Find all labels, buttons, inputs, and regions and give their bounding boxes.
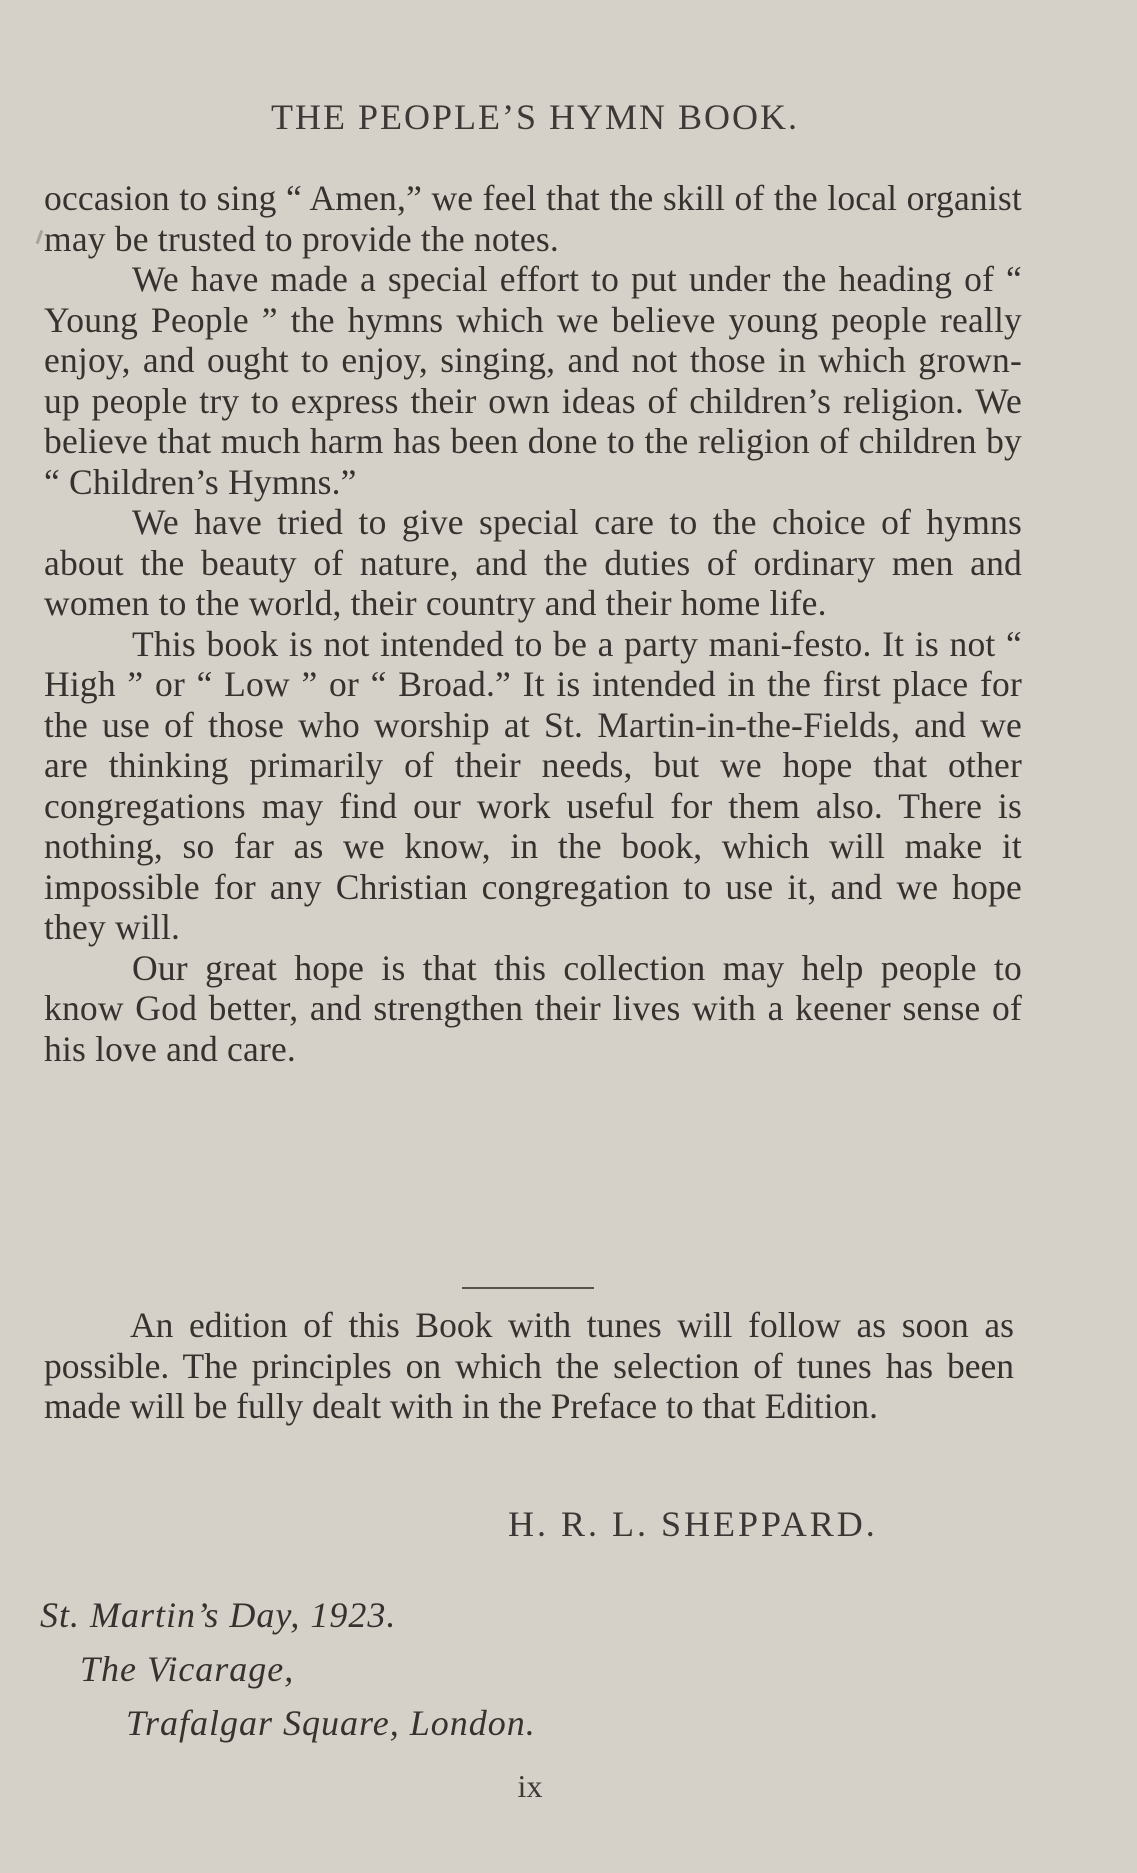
dateline [40, 1588, 536, 1750]
margin-mark [36, 230, 44, 244]
dateline-date: St. Martin’s Day, 1923. [40, 1595, 397, 1635]
paragraph-amen: occasion to sing “ Amen,” we feel that the skill of the local organist may be trusted to provide the notes. [44, 178, 1022, 259]
paragraph-great-hope: Our great hope is that this collection may help people to know God better, and strengthen their lives with a keener sense of his love and care. [44, 947, 1022, 1069]
paragraph-nature: We have tried to give special care to the choice of hymns about the beauty of nature, and the duties of ordinary men and women to the world, their country and their home life. [44, 502, 1022, 623]
page-number: ix [517, 1768, 543, 1804]
dateline-address: Trafalgar Square, London. [126, 1703, 536, 1743]
running-head: THE PEOPLE’S HYMN BOOK. [270, 97, 799, 137]
preface-body [44, 178, 1022, 1069]
author-signature: H. R. L. SHEPPARD. [508, 1504, 878, 1544]
paragraph-party-manifesto: This book is not intended to be a party mani-festo. It is not “ High ” or “ Low ” or “ Broad.” It is intended in the first place for the use of those who worship at St. Martin-in-the-Fields, and we are thinking primarily of their needs, but we hope that other congregations may find our work useful for them also. There is nothing, so far as we know, in the book, which will make it impossible for any Christian congregation to use it, and we hope they will. [44, 623, 1022, 947]
edition-notice: An edition of this Book with tunes will follow as soon as possible. The principles on which the selection of tunes has been made will be fully dealt with in the Preface to that Edition. [44, 1305, 1014, 1426]
dateline-place: The Vicarage, [80, 1649, 295, 1689]
paragraph-young-people: We have made a special effort to put under the heading of “ Young People ” the hymns which we believe young people really enjoy, and ought to enjoy, singing, and not those in which grown-up people try to express their own ideas of children’s religion. We believe that much harm has been done to the religion of children by “ Children’s Hymns.” [44, 259, 1022, 502]
section-divider [462, 1287, 594, 1289]
